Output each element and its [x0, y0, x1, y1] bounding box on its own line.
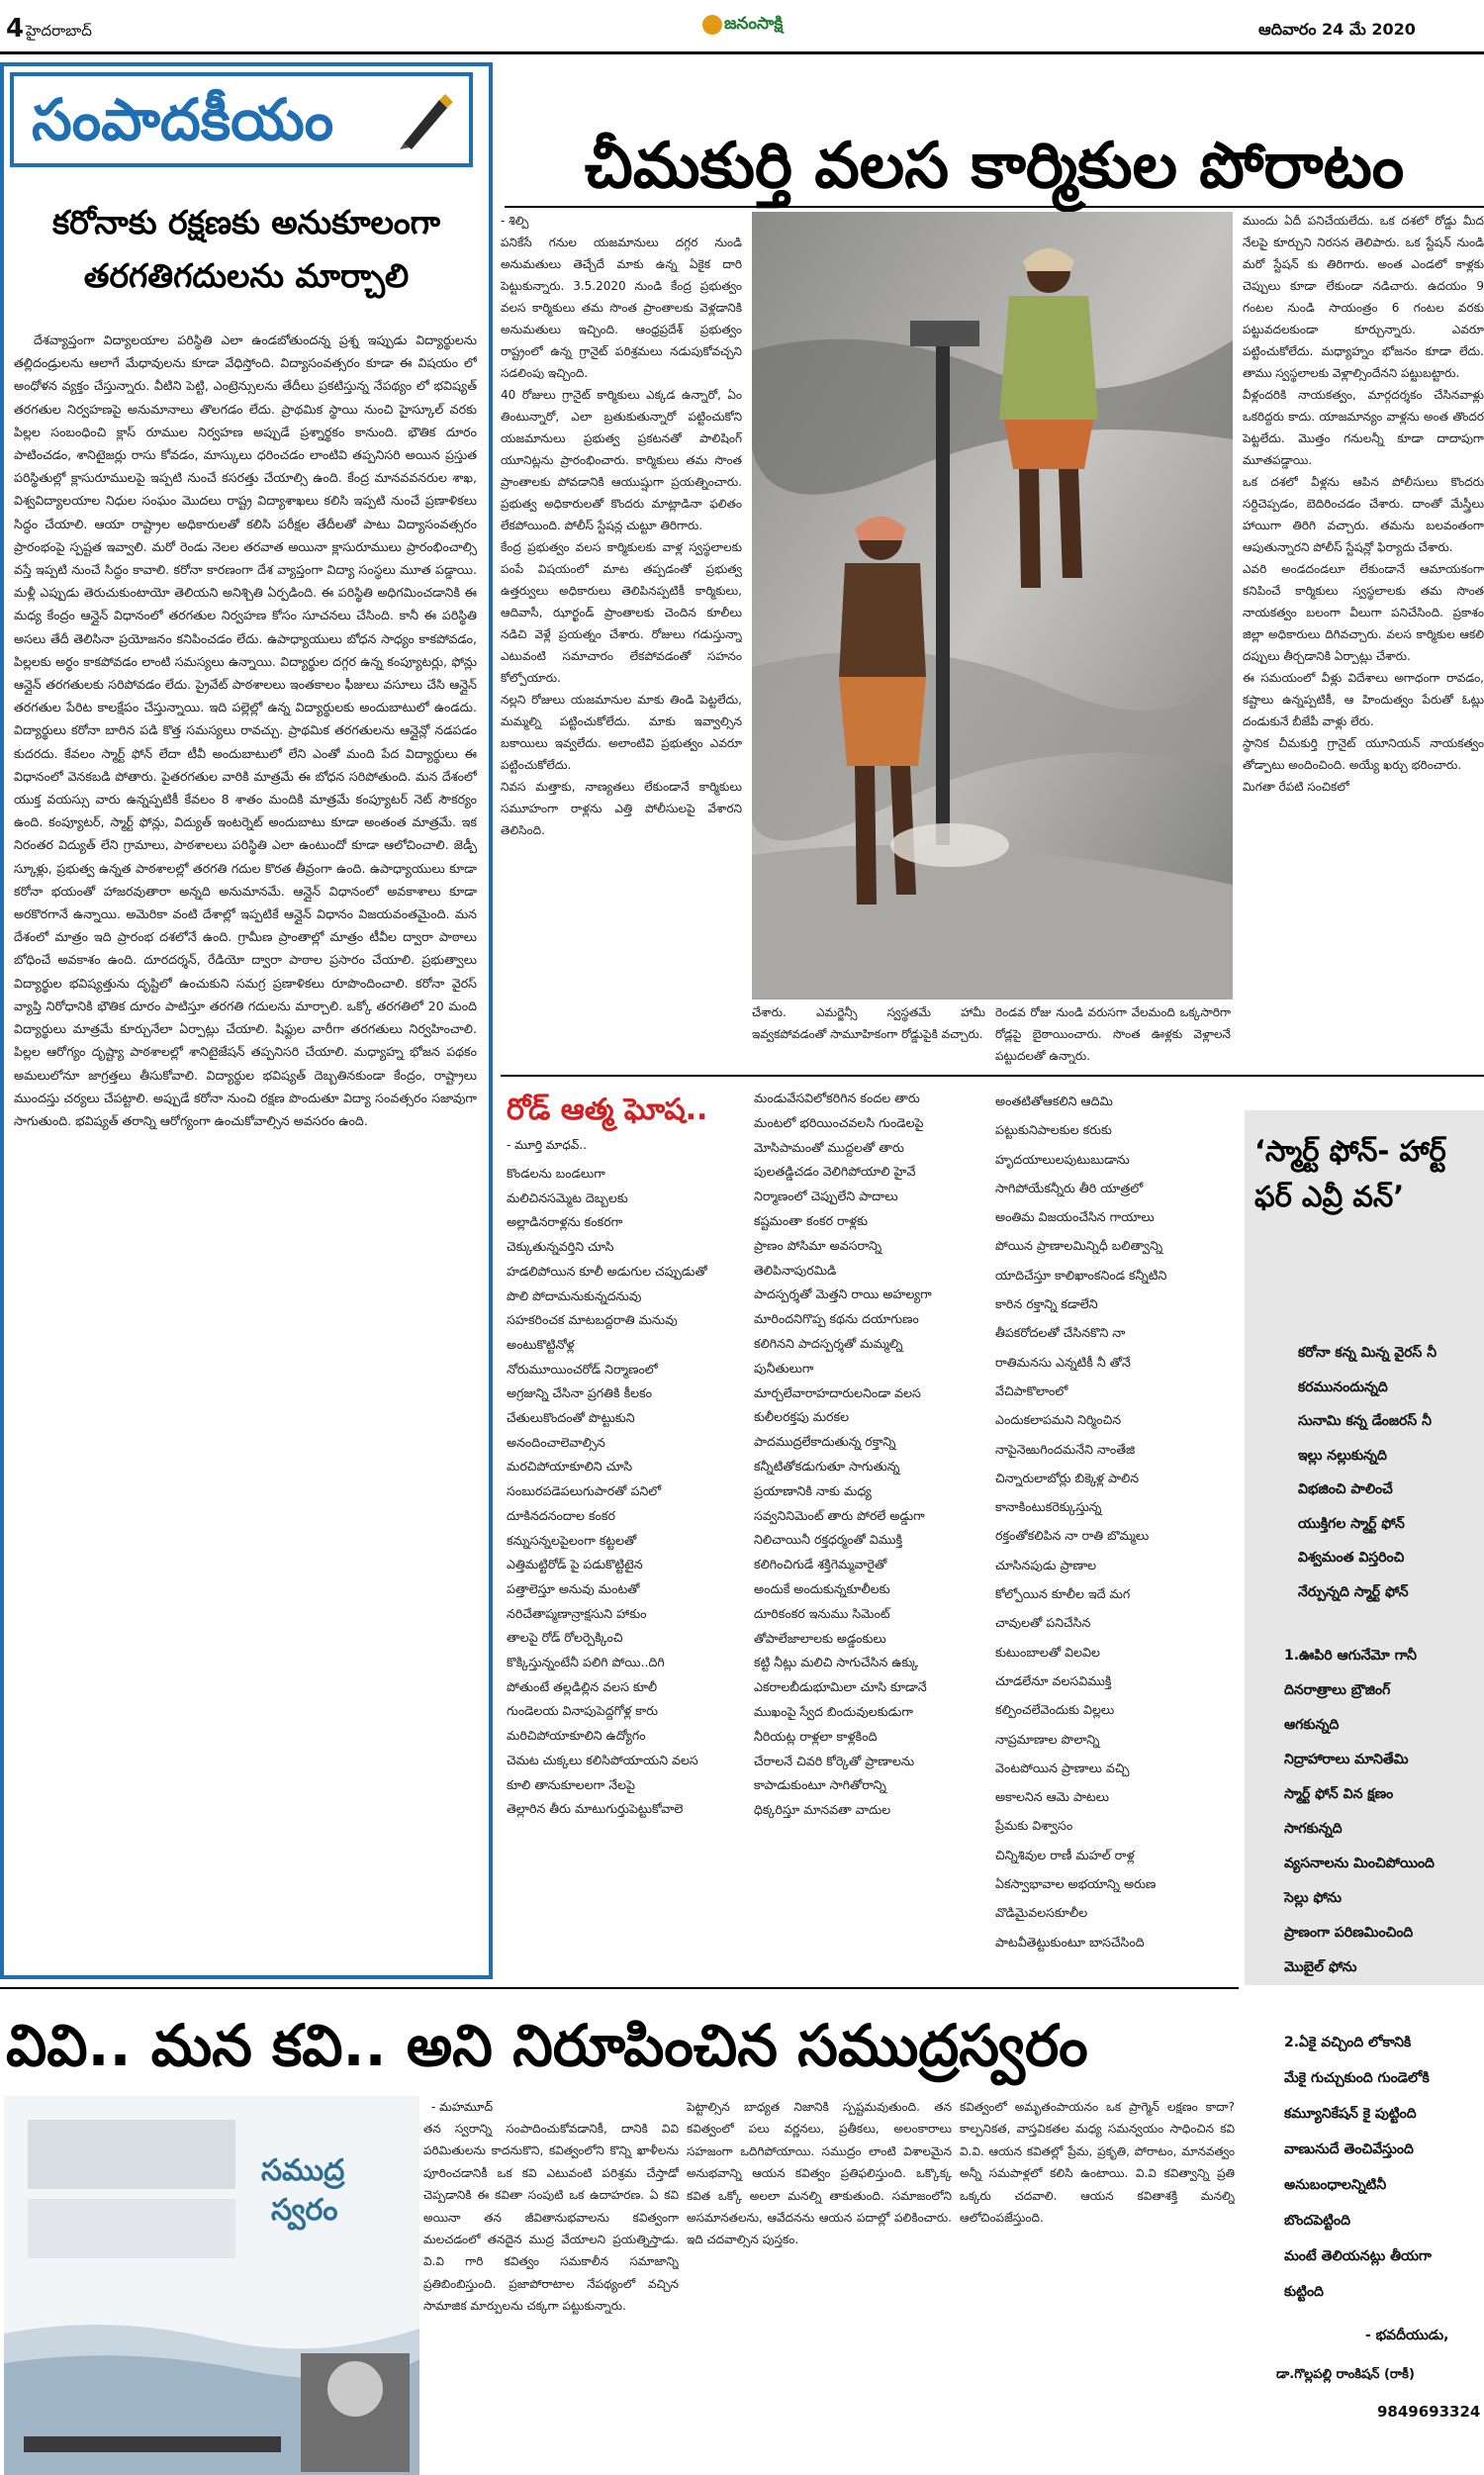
stanza2-line: 1.ఊపిరి ఆగునేమో గానీ	[1284, 1648, 1417, 1664]
editorial-banner-title: సంపాదకీయం	[32, 86, 334, 153]
stanza1-line: విశ్వమంత విస్తరించి	[1298, 1550, 1405, 1566]
stanza2-line: ప్రాణంగా పరిణమించింది	[1284, 1925, 1414, 1941]
stanza2-line: దినరాత్రాలు బ్రౌజింగ్	[1284, 1682, 1391, 1698]
smartphone-author: డా.గొల్లపల్లి రాంకిషన్ (రాకీ)	[1276, 2367, 1415, 2382]
stanza2-line: మొబైల్ ఫోను	[1284, 1959, 1357, 1975]
bottom-byline: - మహమూద్	[431, 2100, 494, 2114]
poem-road-col1: కొండలను బండలుగా మలిచినసమ్మెట దెబ్బలకు అల్లాడినరాళ్లను కంకరగా చెక్కుతున్నవర్తిని చూసి హడలిపోయిన కూలీ అడుగుల చప్పుడుతో పొలి పోదామనుకున్నదనువు సహకరించక మాటబద్దరాతి మనువు అంటుకొట్టినోళ్ల నోరుమూయించరోడ్ నిర్మాణంలో అగ్రజున్ని చేసినా ప్రగతికి కీలకం చేతులుకొందంతో పొట్టుకుని అనందించాలెవాల్సిన మరచిపోయాకూలిని చూసి సంబురపడెపలుగుపారతో పనిలో దూకినదనందాల కంకర కన్నుసన్నలపైలంగా కట్టలతో ఎత్తిమట్టిరోడ్ పై పడుకొట్టిటైన పత్తాలెస్తూ అనువు మంటతో నరిచేతాప్మణాన్రాక్షసుని హాకుం తాలపై రోడ్ రోలర్పెక్కించి కొక్కిస్తున్నంటేనీ పలిగి పోయి..దిగి పోతుంటే తల్లడిల్లిన వలస కూలీ గుండెలయ వినాపుపెద్దగోళ్ల కారు మరిచిపోయాకూలిని ఉద్యోగం చెమట చుక్కలు కలిసిపోయాయని వలస కూలి తానుకూలలగా నేలపై తెల్లారిన తీరు మాటుగుర్తుపెట్టుకోవాలె	[507, 1166, 707, 1817]
smartphone-stanza-2	[1284, 1639, 1482, 1985]
smartphone-poem-title: ‘స్మార్ట్ ఫోన్- హార్ట్ ఫర్ ఎవ్రీ వన్’	[1254, 1134, 1446, 1213]
photo-caption-left: చేశారు. ఎమర్జెన్సీ స్వస్థతమే హామీ ఇవ్వకపోవడంతో సామూహికంగా రోడ్డుపైకి వచ్చారు.	[752, 1005, 985, 1041]
bottom-column-3: కవిత్వంలో అమృతంపాయనం ఒక ప్రాగ్మెన్ లక్షణం కాదా? కాల్పనికత, వాస్తవికతల మధ్య సమన్వయం సాధించిన కవి వి.వి. ఆయన కవితల్లో ప్రేమ, ప్రకృతి, పోరాటం, మానవత్వం అన్నీ సమపాళ్లలో కలిసి ఉంటాయి. వి.వి కవిత్వాన్ని ప్రతి ఒక్కరు చదవాలి. ఆయన కవితాశక్తి మనల్ని ఆలోచింపజేస్తుంది.	[960, 2100, 1235, 2226]
issue-date: ఆదివారం 24 మే 2020	[1258, 20, 1416, 39]
book-title-line1: సముద్ర	[261, 2153, 345, 2188]
bottom-column-1: తన స్వరాన్ని సంపాదించుకోవడానికీ, దానికి వివి పరిమితులను కాదనుకొని, కవిత్వంలోని కొన్ని ఖాళీలను పూరించడానికీ ఒక కవి ఎటువంటి పరిశ్రమ చేస్తాడో చెప్పడానికి ఈ కవితా సంపుటి ఒక ఉదాహరణ. ఏ కవి అయినా తన జీవితానుభవాలను కవిత్వంగా మలచడంలో తనదైన ముద్ర వేయాలని ప్రయత్నిస్తాడు. వి.వి గారి కవిత్వం సమకాలీన సమాజాన్ని ప్రతిబింబిస్తుంది. ప్రజాపోరాటాల నేపథ్యంలో వచ్చిన సామాజిక మార్పులను చక్కగా పట్టుకున్నారు.	[423, 2122, 679, 2314]
poem-road-title: రోడ్ ఆత్మ ఘోష..	[507, 1093, 708, 1127]
stanza1-line: విభజించి పాలించే	[1298, 1481, 1393, 1497]
lead-headline: చీమకుర్తి వలస కార్మికుల పోరాటం	[584, 130, 1405, 203]
stanza3-line: అనుబంధాలన్నిటినీ	[1284, 2177, 1387, 2193]
book-cover-image	[4, 2096, 419, 2475]
editorial-body: దేశవ్యాప్తంగా విద్యాలయాల పరిస్థితి ఎలా ఉండబోతుందన్న ప్రశ్న ఇప్పుడు విద్యార్థులను తల్లిదండ్రులను ఆలాగే మేధావులను కూడా వేధిస్తోంది. విద్యాసంవత్సరం కూడా ఈ విషయం లో అంధోళన వ్యక్తం చేస్తున్నారు. వీటిని పెట్టి, ఎంట్రెన్సులను తేదీలు ప్రకటిస్తున్న నేపథ్యం లో భవిష్యత్ తరగతుల నిర్వహణపై అనుమానాలు తొలగడం లేదు. ప్రాథమిక స్థాయి నుంచి హైస్కూల్ వరకు పిల్లల సంబంధించి క్లాస్ రూముల నిర్వహణ అప్పుడే ప్రశ్నార్థకం కానుంది. భౌతిక దూరం పాటించడం, శానిటైజర్లు రాసు కోవడం, మాస్కులు ధరించడం లాంటివి తప్పనిసరి అయిన ప్రస్తుత పరిస్థితుల్లో క్లాసురూములపై ఇప్పటి నుంచే కసరత్తు చేయాల్సి ఉంది. కేంద్ర మానవవనరుల శాఖ, విశ్వవిద్యాలయాల నిధుల సంఘం మొదలు రాష్ట్ర విద్యాశాఖలు కలిసి ఇప్పటి నుంచే ప్రణాళికలు సిద్ధం చేయాలి. ఆయా రాష్ట్రాల అధికారులతో కలిసి పరీక్షల తేదీలతో పాటు విద్యాసంవత్సరం ప్రారంభంపై స్పష్టత ఇవ్వాలి. మరో రెండు నెలల తరవాత అయినా క్లాసురూములు ప్రారంభించాల్సి వస్తే ఇప్పటి నుంచే సిద్ధం కావాలి. కరోనా కారణంగా దేశ వ్యాప్తంగా విద్యా సంస్థలు మూత పడ్డాయి. మళ్లీ ఎప్పుడు తెరుచుకుంటాయో తెలియని అనిశ్చితి ఏర్పడింది. ఈ పరిస్థితి అధిగమించడానికి ఈ మధ్య కేంద్రం ఆన్లైన్ విధానంలో తరగతుల నిర్వహణ కోసం సూచనలు చేసింది. కానీ ఈ పరిస్థితి అసలు తేదీ తెలిసినా ప్రయోజనం కనిపించడం లేదు. ఉపాధ్యాయులు బోధన సాధ్యం కాకపోవడం, పిల్లలకు అర్థం కాకపోవడం లాంటి సమస్యలు ఉన్నాయి. విద్యార్థుల దగ్గర ఉన్న కంప్యూటర్లు, ఫోన్లు ఆన్లైన్ తరగతులకు సరిపోవడం లేదు. ప్రైవేట్ పాఠశాలలు ఇంతకాలం ఫీజులు వసూలు చేసి ఆన్లైన్ తరగతుల పేరిట కాలక్షేపం చేస్తున్నాయి. ఇది పల్లెల్లో ఉన్న విద్యార్థులకు అందుబాటులో ఉండదు. విద్యార్థులు కరోనా బారిన పడి కొత్త సమస్యలు రావచ్చు. ప్రాథమిక తరగతులను ఆన్లైన్లో నడపడం కుదరదు. కేవలం స్మార్ట్ ఫోన్ లేదా టీవీ అందుబాటులో లేని ఎంతో మంది పేద విద్యార్థులు ఈ విధానంలో వెనకబడి పోతారు. పైతరగతుల వారికి మాత్రమే ఈ బోధన సరిపోతుంది. మన దేశంలో యుక్త వయస్సు వారు ఉన్నప్పటికీ కేవలం 8 శాతం మందికి మాత్రమే కంప్యూటర్ నెట్ సౌకర్యం ఉంది. కంప్యూటర్, స్మార్ట్ ఫోన్లు, విద్యుత్ ఇంటర్నెట్ అందుబాటు కూడా అంతంత మాత్రమే. ఇక నిరంతర విద్యుత్ లేని గ్రామాలు, పాఠశాలలు పరిస్థితి ఎలా ఉంటుందో కూడా ఆలోచించాలి. జెడ్పీ స్కూళ్లు, ప్రభుత్వ ఉన్నత పాఠశాలల్లో తరగతి గదుల కొరత తీవ్రంగా ఉంది. ఉపాధ్యాయులు కూడా కరోనా భయంతో హాజరవుతారా అన్నది అనుమానమే. ఆన్లైన్ విధానంలో అవకాశాలు కూడా అరకొరగానే ఉన్నాయి. అమెరికా వంటి దేశాల్లో ఇప్పటికే ఆన్లైన్ విధానం విజయవంతమైంది. మన దేశంలో మాత్రం ఇది ప్రారంభ దశలోనే ఉంది. గ్రామీణ ప్రాంతాల్లో మాత్రం టీవీల ద్వారా పాఠాలు బోధించే అవకాశం ఉంది. దూరదర్శన్, రేడియో ద్వారా పాఠాల ప్రసారం చేయాలి. ప్రభుత్వాలు విద్యార్థుల భవిష్యత్తును దృష్టిలో ఉంచుకుని సమగ్ర ప్రణాళికలు రూపొందించాలి. కరోనా వైరస్ వ్యాప్తి నిరోధానికి భౌతిక దూరం పాటిస్తూ తరగతి గదులను మార్చాలి. ఒక్కో తరగతిలో 20 మంది విద్యార్థులు మాత్రమే కూర్చునేలా ఏర్పాట్లు చేయాలి. షిఫ్టుల వారీగా తరగతులు నిర్వహించాలి. పిల్లల ఆరోగ్యం దృష్ట్యా పాఠశాలల్లో శానిటైజేషన్ తప్పనిసరి చేయాలి. మధ్యాహ్న భోజన పథకం అమలులోనూ జాగ్రత్తలు తీసుకోవాలి. విద్యార్థుల భవిష్యత్ దెబ్బతినకుండా కేంద్రం, రాష్ట్రాలు ముందస్తు చర్యలు చేపట్టాలి. అప్పుడే కరోనా నుంచి రక్షణ పొందుతూ విద్యా సంవత్సరం సజావుగా సాగుతుంది. భవిష్యత్ తరాన్ని ఆరోగ్యంగా ఉంచుకోవాల్సిన అవసరం ఉంది.	[14, 333, 477, 1128]
lead-headline-rule	[505, 206, 1484, 208]
poem-road-col3: అంతటితోఆకలిని ఆదిమి పట్టుకునిపాలకుల కరుకు హృదయాలులపుటుబుడాను సాగిపోయేకన్నీరు తీరి యాత్రలో అంతిమ విజయంచేసిన గాయాలు పోయిన ప్రాణాలమిన్నిధీ బలిత్వాన్ని యాదిచేస్తూ కాలిఖాంకనిండ కన్నీటిని కారిన రక్తాన్ని కడాలేని తీపకరోదలతో చేసినకొని నా రాతిమనసు ఎన్నటికీ నీ తోనే వేచిపాకొలాంలో ఎందుకలాపమని నిర్మించిన నాపైనెఱుగిందమనేని నాంతేజి చిన్నారులాబోర్లు బిక్కెళ్ల పాలిన కానాకింటుకరెక్కుస్తున్న రక్తంతోకలిపిన నా రాతి బొమ్మలు చూసినపుడు ప్రాణాల కోల్పోయిన కూలీల ఇదే మగ చావులతో పనిచేసిన కుటుంబాలతో విలవిల చూడలేనూ వలసవిముక్తి కల్పించలేవెందుకు విల్లలు నాప్రమాణాల పొలాన్ని వెంటపోయిన ప్రాణాలు వచ్చి అకాలనిన ఆమె పాటలు ప్రేమకు విశ్వాసం చిన్నిశివుల రాణీ మహల్ రాళ్ల ఏకస్వాభావాల అభయాన్ని అరుణ వొడిమైవలసకూలీల పాటవీతెట్టుకుంటూ బాసచేసింది	[995, 1094, 1167, 1950]
editorial-banner	[10, 72, 473, 167]
stanza2-line: ఆగకున్నది	[1284, 1717, 1340, 1733]
stanza1-line: యుక్తిగల స్మార్ట్ ఫోన్	[1298, 1515, 1405, 1532]
bottom-column-2: పెట్టాల్సిన బాధ్యత నిజానికి స్పష్టమవుతుంది. తన కవిత్వంలో పలు వర్ణనలు, ప్రతీకలు, అలంకారాలు సహజంగా ఒదిగిపోయాయి. సముద్రం లాంటి విశాలమైన అనుభవాన్ని ఆయన కవిత్వం ప్రతిఫలిస్తుంది. ఒక్కొక్క కవిత ఒక్కో అలలా మనల్ని తాకుతుంది. సమాజంలోని అసమానతలను, ఆవేదనను ఆయన పదాల్లో పలికించారు. ఇది చదవాల్సిన పుస్తకం.	[687, 2100, 952, 2247]
stanza1-line: నేర్పున్నది స్మార్ట్ ఫోన్	[1298, 1583, 1409, 1600]
pen-icon	[396, 90, 455, 149]
editorial-headline	[10, 196, 483, 315]
stanza2-line: సాగకున్నది	[1284, 1821, 1343, 1837]
bottom-headline: వివి.. మన కవి.. అని నిరూపించిన సముద్రస్వరం	[6, 2012, 1088, 2079]
stanza2-line: సెల్లు ఫోను	[1284, 1890, 1342, 1906]
stanza2-line: స్మార్ట్ ఫోన్ విన క్షణం	[1284, 1786, 1394, 1802]
stanza3-line: మేకై గుచ్చుకుంది గుండెలోకి	[1284, 2070, 1430, 2086]
stanza1-line: సునామి కన్న డేంజరస్ నీ	[1298, 1413, 1432, 1429]
smartphone-stanza-1	[1298, 1336, 1484, 1609]
stanza3-line: కమ్యూనికేషన్ కై పుట్టింది	[1284, 2106, 1417, 2122]
stanza1-line: కరమునందున్నది	[1298, 1379, 1388, 1395]
stanza2-line: వ్యసనాలను మించిపోయింది	[1284, 1856, 1435, 1871]
lead-column-right: ముందు ఏదీ పనిచేయలేదు. ఒక దశలో రోడ్డు మీద నేలపై కూర్చుని నిరసన తెలిపారు. ఒక స్టేషన్ నుండి మరో స్టేషన్ కు తిరిగారు. అంత ఎండలో కాళ్లకు చెప్పులు కూడా లేకుండా నడిచారు. ఉదయం 9 గంటల నుండి సాయంత్రం 6 గంటల వరకు పట్టువదలకుండా కూర్చున్నారు. ఎవరూ పట్టించుకోలేదు. మధ్యాహ్నం భోజనం కూడా లేదు. తాము స్వస్థలాలకు వెళ్లాల్సిందేనని పట్టుబట్టారు. వీళ్లందరికి నాయకత్వం, మార్గదర్శకం చేసినవాళ్లు ఒకరిద్దరు కాదు. యాజమాన్యం వాళ్లను అంత తొందర పెట్టలేదు. మొత్తం గనులన్నీ కూడా దాదాపుగా మూతపడ్డాయి. ఒక దశలో వీళ్లను ఆపిన పోలీసులు కొందరు సర్దిచెప్పడం, బెదిరించడం చేశారు. దాంతో మేస్త్రీలు హాయిగా తిరిగి వచ్చారు. తమను బలవంతంగా ఆపుతున్నారని పోలీస్ స్టేషన్లో ఫిర్యాదు చేశారు. ఎవరి అండదండలూ లేకుండానే ఆమాయకంగా కనిపించే కార్మికులు స్వస్థలాలకు తమ సొంత నాయకత్వం బలంగా వీలుగా పనిచేసింది. ప్రకాశం జిల్లా అధికారులు దిగివచ్చారు. వలస కార్మికుల ఆకలి దప్పులు తీర్చడానికి ఏర్పాట్లు చేశారు. ఈ సమయంలో వీళ్లు విదేశాలు అగాధంగా రావడం, కష్టాలు ఉన్నప్పటికీ, ఆ హిందుత్వం పేరుతో ఓట్లు దండుకునే బీజేపీ వాళ్లు లేరు. స్థానిక చీమకుర్తి గ్రానైట్ యూనియన్ నాయకత్వం తోడ్పాటు అందించింది. అయ్యే ఖర్చు భరించారు. మిగతా రేపటి సంచికలో	[1243, 214, 1484, 794]
masthead-logo	[702, 12, 819, 42]
logo-mark-icon	[702, 15, 722, 35]
stanza3-line: వాణునుదే తెంచివేస్తుంది	[1284, 2142, 1414, 2157]
stanza3-line: బొందపెట్టింది	[1284, 2213, 1350, 2229]
stanza3-line: కుట్టింది	[1284, 2284, 1324, 2300]
editorial-headline-line1: కరోనాకు రక్షణకు అనుకూలంగా	[51, 203, 441, 241]
bottom-top-rule	[0, 1987, 1239, 1989]
page-number: 4	[6, 14, 25, 44]
poem-road-col2: మండువేసవిలోకరిగిన కందల తారు మంటలో భరియించవలసి గుండెలపై మోసిపామంతో ముద్దలతో తారు పులతడ్డిచడం వెలిగిపోయాలి హైవే నిర్మాణంలో చెప్పులేని పాదాలు కష్టమంతా కంకర రాళ్లకు ప్రాణం పోసిమా అవసరాన్ని తెలిపినాపురమిడి పాదస్పర్శతో మెత్తని రాయి అహల్యగా మారిందనిగొప్ప కథను దయాగుణం కలిగినని పాదస్పర్శతో మమ్మల్ని పునీతులుగా మార్చలేవారాహదారులనిండా వలస కులీలరక్తపు మరకల పాదముద్రలేకాదుతున్న రక్తాన్ని కన్నీటితోకడుగుతూ సాగుతున్న ప్రయాణానికి నాకు మధ్య సవ్వనినిమెంట్ తారు పోరలే అడ్డుగా నిలిచాయినీ రక్తధర్మంతో విముక్తి కలిగించిగుడే శక్తిగెమ్మవారైతో అందుకే అందుకున్నకూలీలకు దూరికంకర ఇనుము సిమెంట్ తోపాలేజాలాలకు అడ్డంకులు కట్టి నీట్లు మలిచి సాగుచేసిన ఉక్కు ఎకరాలబీడుభూమిలా చూసి కూడానే ముఖంపై స్వేద బిందువులకుడుగా నీరియట్ల రాళ్లలా కాళ్లకింది చేరాలనే చివరి కోర్కెతో ప్రాణాలను కాపాడుకుంటూ సాగితోరాన్ని ధిక్కరిస్తూ మానవతా వాదుల	[754, 1091, 932, 1818]
stanza1-line: ఇల్లు నల్లుకున్నది	[1298, 1447, 1387, 1464]
header-rule	[0, 51, 1484, 54]
quarry-workers-photo	[752, 212, 1233, 1000]
smartphone-phone: 9849693324	[1377, 2403, 1481, 2421]
city-label: హైదరాబాద్	[26, 22, 92, 40]
smartphone-stanza-3	[1284, 2025, 1482, 2310]
photo-caption-right: రెండవ రోజు నుండి వరుసగా వేలమంది ఒక్కసారిగా రోడ్లపై బైఠాయించారు. సొంత ఊళ్లకు వెళ్లాలనే పట్టుదలతో ఉన్నారు.	[995, 1005, 1231, 1063]
editorial-headline-line2: తరగతిగదులను మార్చాలి	[83, 256, 410, 295]
lead-bottom-rule	[501, 1075, 1484, 1077]
stanza3-line: మంటే తెలియనట్లు తీయగా	[1284, 2248, 1432, 2264]
stanza2-line: నిద్రాహారాలు మానితేమి	[1284, 1752, 1409, 1767]
smartphone-signoff: - భవదీయుడు,	[1365, 2328, 1449, 2343]
stanza3-line: 2.ఏకై వచ్చింది లోకానికి	[1284, 2035, 1412, 2050]
stanza1-line: కరోనా కన్న మిన్న వైరస్ నీ	[1298, 1345, 1438, 1361]
masthead-name: జనంసాక్షి	[724, 14, 784, 34]
book-title-line2: స్వరం	[271, 2193, 338, 2228]
poem-road-byline: - మూర్తి మాధవ్..	[507, 1138, 587, 1152]
lead-column-1: - శిల్పి పనికేసే గనుల యజమానులు దగ్గర నుండి అనుమతులు తెచ్చేదే మాకు ఉన్న ఏకైక దారి పెట్టుకున్నారు. 3.5.2020 నుండి కేంద్ర ప్రభుత్వం వలస కార్మికులు తమ సొంత ప్రాంతాలకు వెళ్లడానికి అనుమతులు ఇచ్చింది. ఆంధ్రప్రదేశ్ ప్రభుత్వం రాష్ట్రంలో ఉన్న గ్రానైట్ పరిశ్రమలు నడుపుకోవచ్చని సడలింపు ఇచ్చింది. 40 రోజులు గ్రానైట్ కార్మికులు ఎక్కడ ఉన్నారో, ఏం తింటున్నారో, ఎలా బ్రతుకుతున్నారో పట్టించుకోని యజమానులు ప్రభుత్వ ప్రకటనతో పాలిషింగ్ యూనిట్లను ప్రారంభించారు. కార్మికులు తమ సొంత ప్రాంతాలకు పోవడానికి ఆయుష్షుగా ప్రయత్నించారు. ప్రభుత్వ అధికారులతో కొందరు మాట్లాడినా ఫలితం లేకపోయింది. పోలీస్ స్టేషన్ల చుట్టూ తిరిగారు. కేంద్ర ప్రభుత్వం వలస కార్మికులకు వాళ్ల స్వస్థలాలకు పంపే విషయంలో మాట తప్పడంతో ప్రభుత్వ ఉత్తర్వులు అధికారులు తెలిపినప్పటికీ కార్మికులు, ఆదివాసీ, ఝార్ఖండ్ ప్రాంతాలకు చెందిన కూలీలు నడిచి వెళ్లే ప్రయత్నం చేశారు. రోజులు గడుస్తున్నా ఎటువంటి సమాచారం లేకపోవడంతో సహనం కోల్పోయారు. నల్లని రోజులు యజమానుల మాకు తిండి పెట్టలేదు, మమ్మల్ని పట్టించుకోలేదు. మాకు ఇవ్వాల్సిన బకాయిలు ఇవ్వలేదు. అలాంటివి ప్రభుత్వం ఎవరూ పట్టించుకోలేదు. నివస మత్తాకు, నాణ్యతలు లేకుండానే కార్మికులు సమూహంగా రాళ్లను ఎత్తి పోలీసులపై వేశారని తెలిసింది.	[501, 214, 742, 837]
page-header	[0, 0, 1484, 55]
